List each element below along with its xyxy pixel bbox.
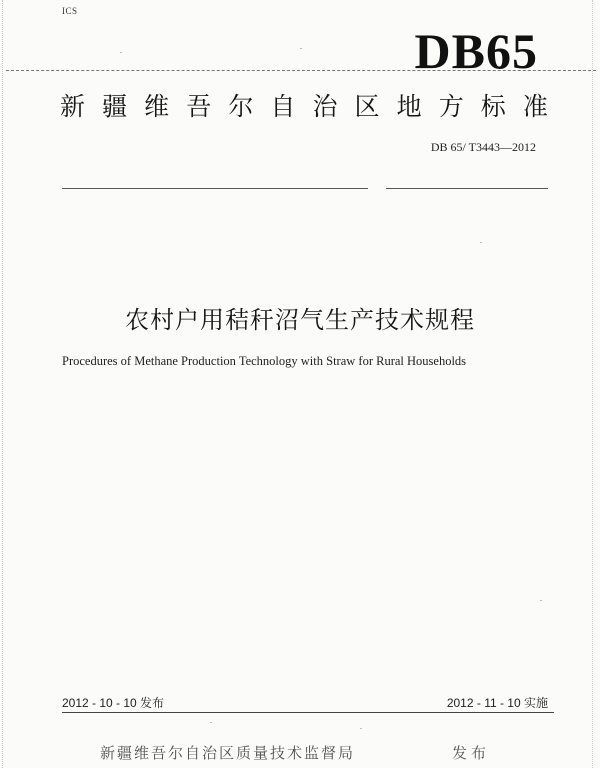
publish-date: 2012 - 10 - 10 发布 (62, 696, 165, 710)
issuing-authority: 新疆维吾尔自治区质量技术监督局 (100, 744, 356, 762)
issue-label: 发布 (452, 744, 491, 762)
category-char: 自 (270, 92, 296, 121)
standard-category-title (60, 90, 548, 124)
ics-label: ICS (62, 6, 78, 16)
header-rule-left (62, 188, 368, 189)
scan-edge-right (592, 0, 594, 768)
category-char: 新 (60, 92, 86, 121)
category-char: 区 (354, 92, 380, 121)
standard-code-logo: DB65 (414, 23, 538, 79)
document-title-zh: 农村户用秸秆沼气生产技术规程 (125, 306, 475, 334)
document-title-en: Procedures of Methane Production Technology with Straw for Rural Households (62, 354, 467, 368)
implement-date: 2012 - 11 - 10 实施 (446, 696, 548, 710)
scan-speck (300, 48, 302, 49)
category-char: 疆 (102, 92, 128, 121)
scan-speck (540, 600, 542, 601)
category-char: 标 (480, 92, 506, 121)
category-char: 吾 (186, 92, 212, 121)
category-char: 方 (438, 92, 464, 121)
header-rule-right (386, 188, 548, 189)
scan-speck (480, 242, 482, 243)
scan-speck (120, 52, 122, 53)
top-dashed-rule (6, 70, 596, 71)
scan-speck (210, 722, 212, 723)
category-char: 维 (144, 92, 170, 121)
category-char: 尔 (228, 92, 254, 121)
category-char: 地 (396, 92, 422, 121)
scan-speck (360, 728, 362, 729)
category-char: 准 (522, 92, 548, 121)
scan-edge-left (2, 0, 4, 768)
footer-rule (62, 712, 554, 713)
category-char: 治 (312, 92, 338, 121)
standard-number: DB 65/ T3443—2012 (430, 140, 536, 154)
